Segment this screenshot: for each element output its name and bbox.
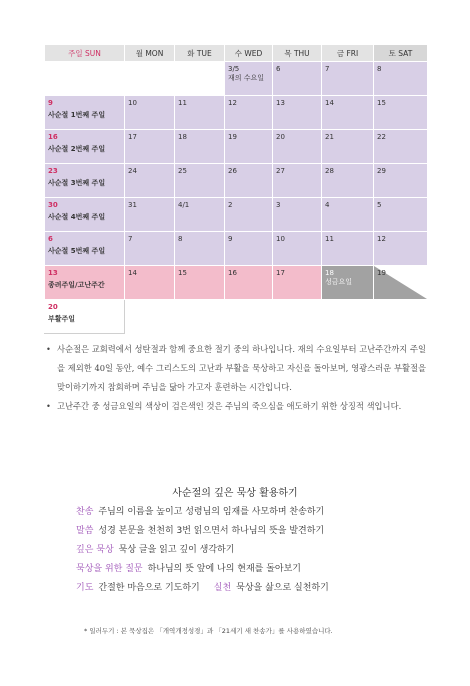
calendar-blank-cell: [125, 300, 428, 334]
guide-keyword: 말씀: [76, 526, 94, 536]
day-cell: 7: [322, 62, 374, 96]
bullet-dot-icon: •: [46, 401, 51, 411]
day-cell: 2: [225, 198, 273, 232]
sunday-number: 13: [48, 269, 58, 277]
day-cell: 15: [175, 266, 225, 300]
day-label: 성금요일: [325, 278, 353, 286]
day-cell: 3: [273, 198, 322, 232]
guide-item: [76, 522, 329, 541]
guide-item: [76, 579, 329, 598]
day-cell: 6: [273, 62, 322, 96]
day-cell: 4/1: [175, 198, 225, 232]
day-cell: 12: [374, 232, 428, 266]
header-sat: 토 SAT: [374, 45, 428, 62]
day-cell: 14: [125, 266, 175, 300]
guide-keyword: 실천: [213, 583, 232, 593]
sunday-label: 사순절 2번째 주일: [48, 145, 106, 153]
calendar-blank-cell: [45, 62, 225, 96]
day-cell: 15: [374, 96, 428, 130]
day-cell: 28: [322, 164, 374, 198]
palm-sunday-cell: [45, 266, 125, 300]
note-item: [46, 397, 426, 416]
day-cell: 10: [273, 232, 322, 266]
guide-text: 묵상 글을 읽고 깊이 생각하기: [118, 545, 235, 555]
sunday-cell: [45, 164, 125, 198]
sunday-label: 사순절 1번째 주일: [48, 111, 106, 119]
day-cell: 11: [322, 232, 374, 266]
sunday-label: 사순절 3번째 주일: [48, 179, 106, 187]
day-cell: 20: [273, 130, 322, 164]
lent-calendar: [44, 44, 428, 334]
sunday-cell: [45, 232, 125, 266]
day-cell: 9: [225, 232, 273, 266]
day-cell: 31: [125, 198, 175, 232]
sunday-cell: [45, 198, 125, 232]
sunday-number: 9: [48, 99, 53, 107]
day-cell: 19: [225, 130, 273, 164]
day-cell: 10: [125, 96, 175, 130]
header-wed: 수 WED: [225, 45, 273, 62]
sunday-number: 16: [48, 133, 58, 141]
day-cell: 14: [322, 96, 374, 130]
guide-item: [76, 560, 329, 579]
day-cell-ash-wednesday: [225, 62, 273, 96]
day-number: 18: [325, 269, 334, 277]
calendar-row-ash: [45, 62, 428, 96]
easter-row: [45, 300, 428, 334]
guide-list: [76, 503, 329, 598]
bullet-dot-icon: •: [46, 344, 51, 354]
day-cell: 21: [322, 130, 374, 164]
header-thu: 목 THU: [273, 45, 322, 62]
notes-list: [46, 340, 426, 416]
guide-keyword: 깊은 묵상: [76, 545, 114, 555]
holy-saturday-cell: [374, 266, 428, 300]
sunday-cell: [45, 130, 125, 164]
day-cell: 24: [125, 164, 175, 198]
sunday-cell: [45, 96, 125, 130]
good-friday-cell: [322, 266, 374, 300]
day-number: 19: [377, 269, 386, 277]
sunday-label: 종려주일/고난주간: [48, 281, 105, 289]
day-cell: 18: [175, 130, 225, 164]
note-text: 고난주간 중 성금요일의 색상이 검은색인 것은 주님의 죽으심을 애도하기 위한 상징적 색입니다.: [57, 401, 402, 411]
sunday-label: 부활주일: [48, 315, 76, 323]
day-cell: 29: [374, 164, 428, 198]
calendar-week-row: [45, 96, 428, 130]
day-cell: 8: [374, 62, 428, 96]
calendar-week-row: [45, 130, 428, 164]
sunday-number: 6: [48, 235, 53, 243]
guide-text: 간절한 마음으로 기도하기: [98, 583, 200, 593]
note-item: [46, 340, 426, 397]
day-cell: 27: [273, 164, 322, 198]
header-tue: 화 TUE: [175, 45, 225, 62]
header-sun: 주일 SUN: [45, 45, 125, 62]
guide-item: [76, 503, 329, 522]
guide-text: 주님의 이름을 높이고 성령님의 임재를 사모하며 찬송하기: [98, 507, 325, 517]
guide-keyword: 찬송: [76, 507, 94, 517]
sunday-number: 30: [48, 201, 58, 209]
note-text: 사순절은 교회력에서 성탄절과 함께 중요한 절기 중의 하나입니다. 재의 수요일부터 고난주간까지 주일을 제외한 40일 동안, 예수 그리스도의 고난과 부활을 묵상하고 자신을 돌아보며, 영광스러운 부활절을 맞이하기까지 참회하며 주님을 닮아 가고자 훈련하는 시간입니다.: [57, 344, 426, 392]
guide-item: [76, 541, 329, 560]
footnote: * 일러두기 : 본 묵상집은 「개역개정성경」과 「21세기 새 찬송가」를 사용하였습니다.: [84, 627, 333, 635]
day-cell: 8: [175, 232, 225, 266]
sunday-label: 사순절 5번째 주일: [48, 247, 106, 255]
header-fri: 금 FRI: [322, 45, 374, 62]
easter-sunday-cell: [45, 300, 125, 334]
day-cell: 4: [322, 198, 374, 232]
day-number: 3/5: [228, 65, 240, 73]
day-cell: 22: [374, 130, 428, 164]
day-label: 재의 수요일: [228, 74, 265, 82]
guide-text: 묵상을 삶으로 실천하기: [236, 583, 329, 593]
guide-keyword: 묵상을 위한 질문: [76, 564, 143, 574]
day-cell: 7: [125, 232, 175, 266]
header-mon: 월 MON: [125, 45, 175, 62]
day-cell: 17: [125, 130, 175, 164]
calendar-week-row: [45, 164, 428, 198]
calendar-week-row: [45, 232, 428, 266]
guide-title: 사순절의 깊은 묵상 활용하기: [172, 488, 298, 499]
day-cell: 25: [175, 164, 225, 198]
calendar-header-row: [45, 45, 428, 62]
sunday-number: 23: [48, 167, 58, 175]
day-cell: 17: [273, 266, 322, 300]
calendar-week-row: [45, 198, 428, 232]
sunday-number: 20: [48, 303, 58, 311]
day-cell: 13: [273, 96, 322, 130]
day-cell: 26: [225, 164, 273, 198]
guide-text: 하나님의 뜻 앞에 나의 현재를 돌아보기: [147, 564, 302, 574]
day-cell: 12: [225, 96, 273, 130]
day-cell: 16: [225, 266, 273, 300]
sunday-label: 사순절 4번째 주일: [48, 213, 106, 221]
holy-week-row: [45, 266, 428, 300]
guide-text: 성경 본문을 천천히 3번 읽으면서 하나님의 뜻을 발견하기: [98, 526, 325, 536]
day-cell: 5: [374, 198, 428, 232]
day-cell: 11: [175, 96, 225, 130]
guide-keyword: 기도: [76, 583, 94, 593]
